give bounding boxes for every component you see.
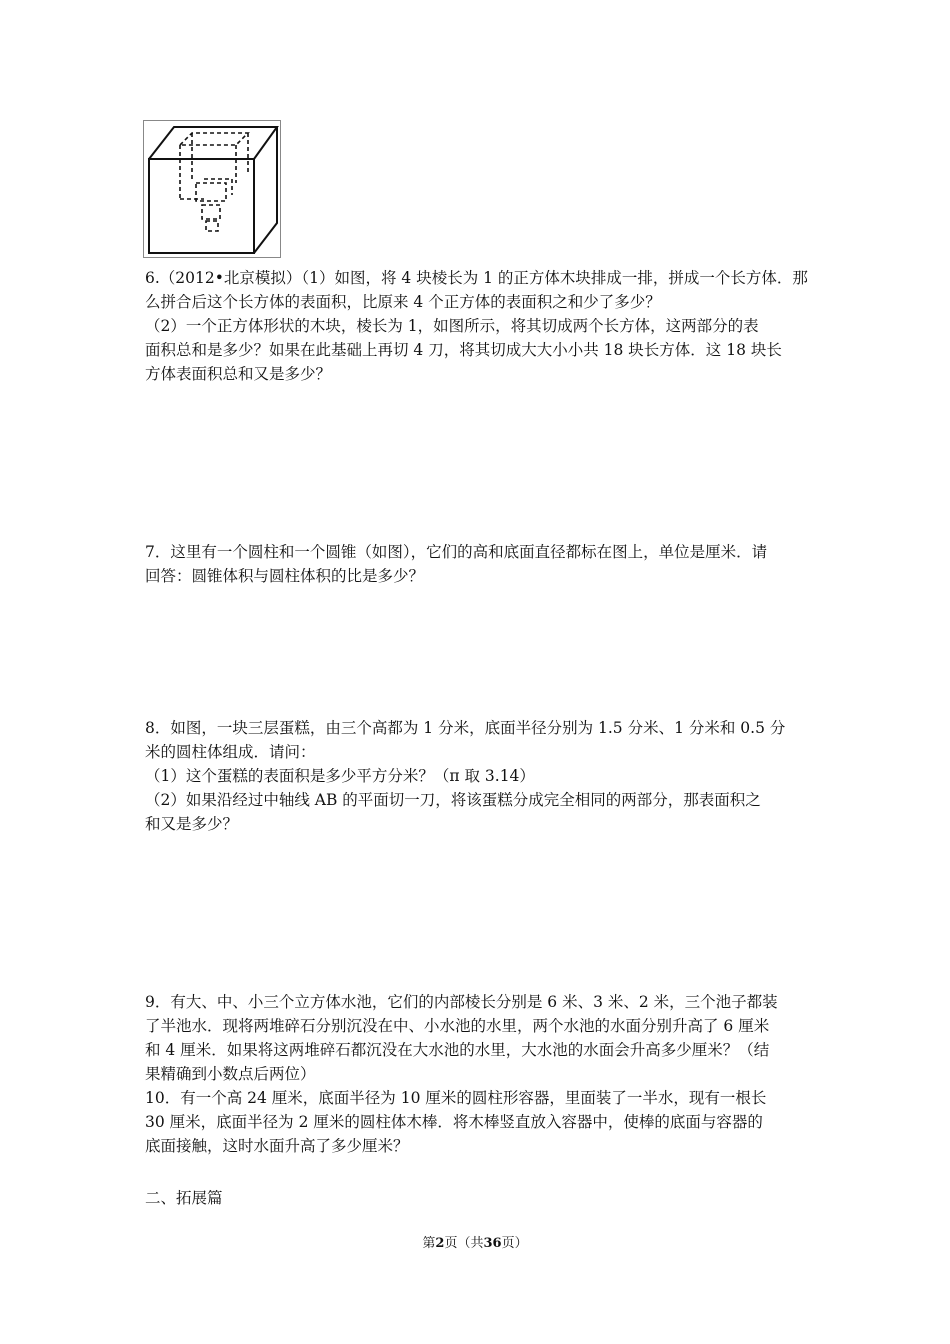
q8-line-4: （2）如果沿经过中轴线 AB 的平面切一刀，将该蛋糕分成完全相同的两部分，那表面积之 <box>145 791 761 809</box>
q9-line-1: 9．有大、中、小三个立方体水池，它们的内部棱长分别是 6 米、3 米、2 米，三个池子都装 <box>145 993 778 1011</box>
q6-line-5: 方体表面积总和又是多少？ <box>145 365 332 383</box>
q10-line-2: 30 厘米，底面半径为 2 厘米的圆柱体木棒．将木棒竖直放入容器中，使棒的底面与容器的 <box>145 1113 763 1131</box>
footer-page-number: 2 <box>435 1236 445 1251</box>
footer-suffix: 页） <box>501 1236 528 1251</box>
q7-line-2: 回答：圆锥体积与圆柱体积的比是多少？ <box>145 567 425 585</box>
footer-total-pages: 36 <box>483 1236 502 1251</box>
q10-line-3: 底面接触，这时水面升高了多少厘米？ <box>145 1137 409 1155</box>
page-footer <box>0 1232 950 1251</box>
cube-diagram <box>144 121 280 257</box>
q9-line-2: 了半池水．现将两堆碎石分别沉没在中、小水池的水里，两个水池的水面分别升高了 6 厘米 <box>145 1017 770 1035</box>
q6-line-2: 么拼合后这个长方体的表面积，比原来 4 个正方体的表面积之和少了多少？ <box>145 293 661 311</box>
q6-line-4: 面积总和是多少？如果在此基础上再切 4 刀，将其切成大大小小共 18 块长方体．这 18 块长 <box>145 341 782 359</box>
q6-line-1: 6.（2012•北京模拟）（1）如图，将 4 块棱长为 1 的正方体木块排成一排，拼成一个长方体．那 <box>145 269 808 287</box>
question-6 <box>145 266 810 386</box>
question-10 <box>145 1086 810 1158</box>
section-heading <box>145 1186 810 1210</box>
question-9 <box>145 990 810 1086</box>
q8-line-3: （1）这个蛋糕的表面积是多少平方分米？（π 取 3.14） <box>145 767 535 785</box>
q7-line-1: 7．这里有一个圆柱和一个圆锥（如图），它们的高和底面直径都标在图上，单位是厘米．请 <box>145 543 768 561</box>
footer-middle: 页（共 <box>444 1236 484 1251</box>
q8-line-2: 米的圆柱体组成．请问： <box>145 743 316 761</box>
q6-line-3: （2）一个正方体形状的木块，棱长为 1，如图所示，将其切成两个长方体，这两部分的表 <box>145 317 759 335</box>
q10-line-1: 10．有一个高 24 厘米，底面半径为 10 厘米的圆柱形容器，里面装了一半水，现有一根长 <box>145 1089 767 1107</box>
section-heading-text: 二、拓展篇 <box>145 1189 223 1207</box>
footer-prefix: 第 <box>422 1236 436 1251</box>
question-7 <box>145 540 810 588</box>
question-8 <box>145 716 810 836</box>
q9-line-3: 和 4 厘米．如果将这两堆碎石都沉没在大水池的水里，大水池的水面会升高多少厘米？（结 <box>145 1041 770 1059</box>
cube-cut-figure <box>143 120 281 258</box>
q8-line-1: 8．如图，一块三层蛋糕，由三个高都为 1 分米，底面半径分别为 1.5 分米、1 分米和 0.5 分 <box>145 719 786 737</box>
q9-line-4: 果精确到小数点后两位） <box>145 1065 316 1083</box>
q8-line-5: 和又是多少？ <box>145 815 239 833</box>
